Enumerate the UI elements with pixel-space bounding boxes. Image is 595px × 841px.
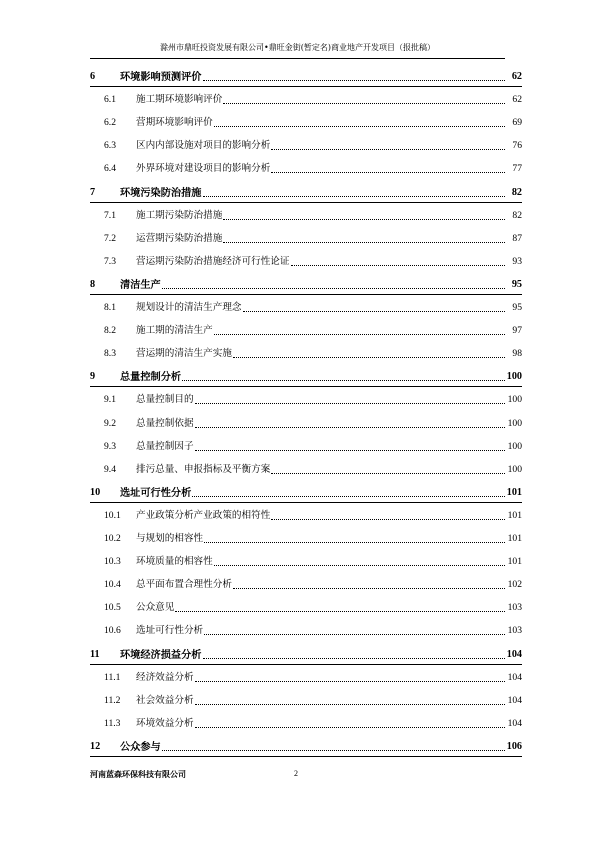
toc-entry-page: 100 <box>506 371 522 383</box>
toc-dot-leader <box>195 425 505 428</box>
toc-entry-page: 95 <box>512 302 522 313</box>
toc-entry-page: 101 <box>507 556 522 568</box>
toc-dot-leader <box>182 378 505 381</box>
footer-page-number: 2 <box>294 769 298 778</box>
toc-chapter-entry[interactable] <box>90 368 522 387</box>
toc-entry-page: 62 <box>511 71 522 82</box>
toc-dot-leader <box>162 286 505 289</box>
toc-entry-title: 与规划的相容性 <box>136 533 204 544</box>
toc-entry-number: 8.3 <box>104 348 116 360</box>
toc-entry-page: 69 <box>512 117 522 129</box>
toc-section-entry[interactable] <box>90 507 522 525</box>
page-header: 滁州市鼎旺投资发展有限公司•鼎旺金街(暂定名)商业地产开发项目（报批稿） <box>160 43 435 52</box>
toc-dot-leader <box>195 448 505 451</box>
toc-entry-title: 公众参与 <box>120 740 161 753</box>
toc-entry-number: 7.3 <box>104 255 116 267</box>
toc-entry-title: 环境效益分析 <box>136 717 194 729</box>
toc-entry-title: 总量控制分析 <box>120 371 182 384</box>
toc-entry-page: 82 <box>512 209 522 221</box>
toc-entry-number: 9.2 <box>104 417 116 429</box>
toc-section-entry[interactable] <box>90 599 522 617</box>
toc-entry-title: 总量控制依据 <box>136 417 194 429</box>
toc-entry-number: 12 <box>90 740 101 752</box>
footer-company: 河南蓝森环保科技有限公司 <box>90 770 186 779</box>
toc-entry-page: 100 <box>507 394 522 406</box>
toc-entry-page: 82 <box>511 186 522 198</box>
toc-entry-number: 7.1 <box>104 209 116 221</box>
toc-section-entry[interactable] <box>90 160 522 178</box>
toc-entry-page: 100 <box>507 463 522 475</box>
toc-entry-number: 8.2 <box>104 325 116 337</box>
toc-dot-leader <box>204 540 505 543</box>
toc-entry-page: 93 <box>512 255 522 267</box>
toc-entry-title: 营期环境影响评价 <box>136 117 213 129</box>
toc-dot-leader <box>243 309 505 312</box>
toc-chapter-entry[interactable] <box>90 68 522 87</box>
toc-entry-page: 103 <box>507 602 522 614</box>
toc-entry-number: 7 <box>90 186 96 198</box>
toc-dot-leader <box>175 609 505 612</box>
toc-section-entry[interactable] <box>90 461 522 479</box>
toc-entry-number: 9.1 <box>104 394 116 406</box>
toc-section-entry[interactable] <box>90 553 522 571</box>
toc-entry-title: 选址可行性分析 <box>120 486 192 499</box>
toc-dot-leader <box>162 748 505 751</box>
toc-section-entry[interactable] <box>90 253 522 271</box>
toc-entry-number: 9 <box>90 371 96 383</box>
toc-entry-title: 外界环境对建设项目的影响分析 <box>136 163 271 175</box>
toc-entry-number: 10.1 <box>104 509 121 521</box>
toc-dot-leader <box>214 563 505 566</box>
toc-entry-page: 97 <box>512 325 522 337</box>
toc-section-entry[interactable] <box>90 299 522 317</box>
toc-entry-number: 10.4 <box>104 579 121 591</box>
toc-entry-title: 区内内部设施对项目的影响分析 <box>136 140 271 152</box>
toc-chapter-entry[interactable] <box>90 646 522 665</box>
toc-section-entry[interactable] <box>90 345 522 363</box>
toc-section-entry[interactable] <box>90 715 522 733</box>
toc-section-entry[interactable] <box>90 415 522 433</box>
toc-entry-number: 9.3 <box>104 440 116 452</box>
toc-entry-page: 100 <box>507 440 522 452</box>
toc-entry-title: 施工期环境影响评价 <box>136 94 223 106</box>
toc-entry-title: 公众意见 <box>136 602 175 614</box>
toc-entry-number: 10.5 <box>104 602 121 614</box>
toc-entry-number: 8.1 <box>104 302 116 313</box>
toc-entry-title: 环境影响预测评价 <box>120 71 202 83</box>
toc-entry-title: 选址可行性分析 <box>136 625 204 637</box>
toc-entry-title: 施工期污染防治措施 <box>136 209 223 221</box>
toc-dot-leader <box>223 101 505 104</box>
toc-entry-page: 87 <box>512 232 522 244</box>
toc-section-entry[interactable] <box>90 438 522 456</box>
toc-entry-page: 98 <box>512 348 522 360</box>
toc-entry-title: 总平面布置合理性分析 <box>136 579 232 591</box>
toc-entry-page: 100 <box>507 417 522 429</box>
toc-entry-page: 101 <box>507 533 522 544</box>
toc-dot-leader <box>203 78 506 81</box>
toc-entry-number: 10 <box>90 486 101 498</box>
toc-dot-leader <box>271 170 505 173</box>
toc-section-entry[interactable] <box>90 669 522 687</box>
toc-dot-leader <box>223 240 505 243</box>
toc-entry-title: 社会效益分析 <box>136 694 194 706</box>
toc-dot-leader <box>195 679 505 682</box>
toc-entry-page: 101 <box>507 509 522 521</box>
toc-entry-page: 104 <box>506 648 522 660</box>
toc-dot-leader <box>195 725 505 728</box>
toc-dot-leader <box>223 217 505 220</box>
toc-chapter-entry[interactable] <box>90 484 522 503</box>
toc-entry-page: 104 <box>507 694 522 706</box>
toc-dot-leader <box>233 355 505 358</box>
toc-entry-number: 10.6 <box>104 625 121 637</box>
toc-entry-title: 营运期的清洁生产实施 <box>136 348 232 360</box>
toc-entry-page: 76 <box>512 140 522 152</box>
toc-section-entry[interactable] <box>90 322 522 340</box>
toc-entry-title: 总量控制因子 <box>136 440 194 452</box>
toc-entry-page: 104 <box>507 717 522 729</box>
toc-dot-leader <box>214 332 505 335</box>
toc-dot-leader <box>271 147 505 150</box>
toc-section-entry[interactable] <box>90 91 522 109</box>
toc-entry-number: 6.2 <box>104 117 116 129</box>
toc-entry-number: 6.3 <box>104 140 116 152</box>
toc-entry-number: 6 <box>90 71 96 82</box>
toc-entry-title: 环境污染防治措施 <box>120 186 202 199</box>
toc-dot-leader <box>271 471 505 474</box>
toc-dot-leader <box>233 586 505 589</box>
toc-entry-title: 营运期污染防治措施经济可行性论证 <box>136 255 290 267</box>
toc-entry-number: 6.1 <box>104 94 116 106</box>
toc-entry-title: 施工期的清洁生产 <box>136 325 213 337</box>
toc-entry-number: 11.1 <box>104 671 121 683</box>
toc-dot-leader <box>195 702 505 705</box>
toc-entry-number: 11 <box>90 648 100 660</box>
toc-entry-title: 规划设计的清洁生产理念 <box>136 302 242 313</box>
toc-section-entry[interactable] <box>90 622 522 640</box>
toc-section-entry[interactable] <box>90 576 522 594</box>
toc-entry-title: 经济效益分析 <box>136 671 194 683</box>
toc-section-entry[interactable] <box>90 114 522 132</box>
toc-entry-page: 95 <box>511 278 522 290</box>
toc-entry-title: 总量控制目的 <box>136 394 194 406</box>
toc-section-entry[interactable] <box>90 207 522 225</box>
toc-entry-title: 环境经济损益分析 <box>120 648 202 661</box>
toc-section-entry[interactable] <box>90 692 522 710</box>
toc-entry-number: 7.2 <box>104 232 116 244</box>
toc-entry-number: 10.3 <box>104 556 121 568</box>
toc-dot-leader <box>204 632 505 635</box>
toc-section-entry[interactable] <box>90 230 522 248</box>
toc-entry-number: 8 <box>90 278 96 290</box>
toc-dot-leader <box>192 494 505 497</box>
toc-entry-title: 产业政策分析产业政策的相符性 <box>136 509 271 521</box>
toc-entry-page: 103 <box>507 625 522 637</box>
toc-entry-number: 10.2 <box>104 533 121 544</box>
toc-entry-title: 运营期污染防治措施 <box>136 232 223 244</box>
toc-entry-title: 环境质量的相容性 <box>136 556 213 568</box>
toc-dot-leader <box>203 656 506 659</box>
toc-dot-leader <box>195 401 505 404</box>
toc-dot-leader <box>203 194 506 197</box>
toc-entry-number: 11.3 <box>104 717 121 729</box>
toc-section-entry[interactable] <box>90 391 522 409</box>
toc-entry-page: 77 <box>512 163 522 175</box>
toc-chapter-entry[interactable] <box>90 738 522 757</box>
toc-entry-page: 101 <box>506 486 522 498</box>
toc-entry-page: 106 <box>506 740 522 752</box>
toc-dot-leader <box>271 517 505 520</box>
toc-entry-title: 清洁生产 <box>120 278 161 291</box>
toc-section-entry[interactable] <box>90 137 522 155</box>
toc-entry-page: 102 <box>507 579 522 591</box>
toc-chapter-entry[interactable] <box>90 276 522 295</box>
toc-entry-number: 9.4 <box>104 463 116 475</box>
toc-dot-leader <box>291 263 506 266</box>
toc-section-entry[interactable] <box>90 530 522 548</box>
toc-entry-number: 6.4 <box>104 163 116 175</box>
toc-chapter-entry[interactable] <box>90 184 522 203</box>
toc-entry-page: 104 <box>507 671 522 683</box>
toc-entry-page: 62 <box>512 94 522 106</box>
toc-entry-title: 排污总量、申报指标及平衡方案 <box>136 463 271 475</box>
toc-dot-leader <box>214 124 505 127</box>
toc-entry-number: 11.2 <box>104 694 121 706</box>
